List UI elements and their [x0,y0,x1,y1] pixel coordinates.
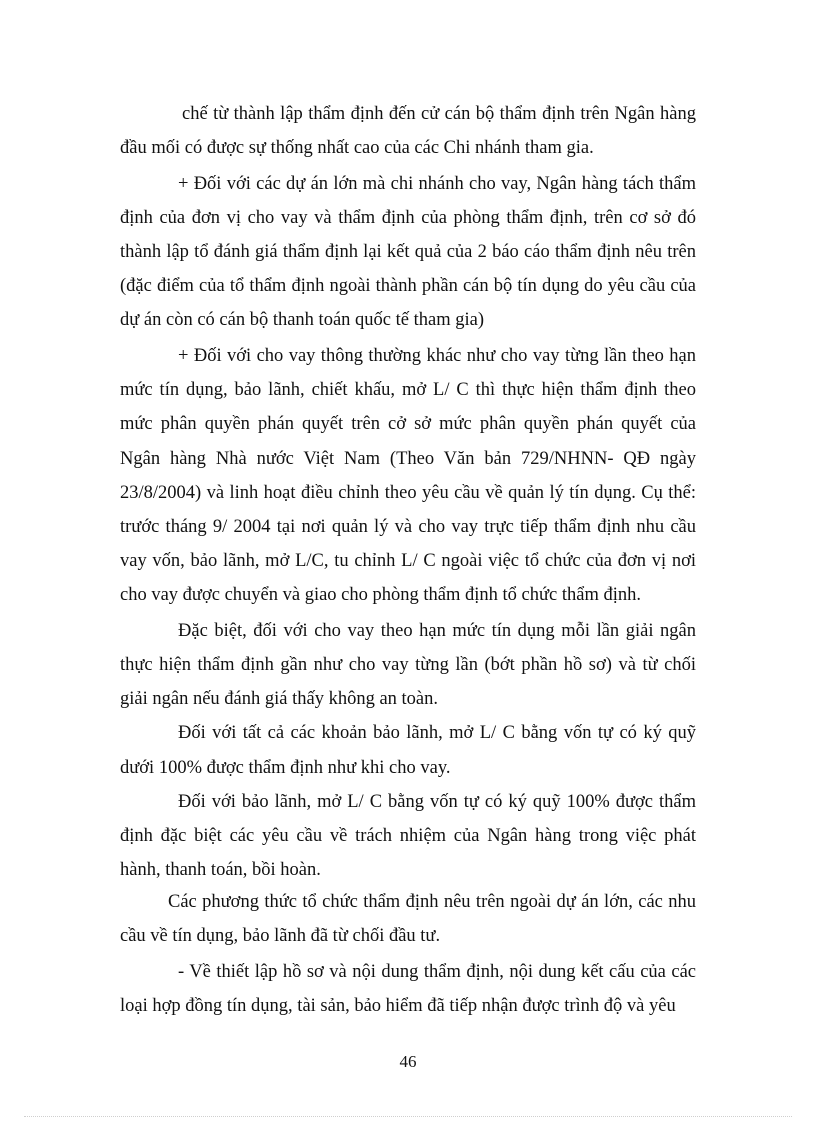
text-line-5: thành lập tổ đánh giá thẩm định lại kết quả của 2 báo cáo thẩm định nêu trên [120,242,696,262]
text-line-25: cầu về tín dụng, bảo lãnh đã từ chối đầu tư. [120,926,441,946]
text-line-12: 23/8/2004) và linh hoạt điều chỉnh theo yêu cầu về quản lý tín dụng. Cụ thể: [120,483,696,503]
text-line-6: (đặc điểm của tổ thẩm định ngoài thành phần cán bộ tín dụng do yêu cầu của [120,276,696,296]
text-line-23: hành, thanh toán, bồi hoàn. [120,860,321,880]
text-line-20: dưới 100% được thẩm định như khi cho vay. [120,758,451,778]
text-line-14: vay vốn, bảo lãnh, mở L/C, tu chỉnh L/ C ngoài việc tổ chức của đơn vị nơi [120,551,696,571]
text-line-7: dự án còn có cán bộ thanh toán quốc tế tham gia) [120,310,484,330]
text-line-16: Đặc biệt, đối với cho vay theo hạn mức tín dụng mỗi lần giải ngân [178,621,696,641]
text-line-1: chế từ thành lập thẩm định đến cử cán bộ thẩm định trên Ngân hàng [182,104,696,124]
text-line-9: mức tín dụng, bảo lãnh, chiết khấu, mở L/ C thì thực hiện thẩm định theo [120,380,696,400]
text-line-18: giải ngân nếu đánh giá thấy không an toàn. [120,689,439,709]
text-line-17: thực hiện thẩm định gần như cho vay từng lần (bớt phần hồ sơ) và từ chối [120,655,696,675]
text-line-21: Đối với bảo lãnh, mở L/ C bằng vốn tự có ký quỹ 100% được thẩm [178,792,696,812]
text-line-11: Ngân hàng Nhà nước Việt Nam (Theo Văn bản 729/NHNN- QĐ ngày [120,449,696,469]
text-line-13: trước tháng 9/ 2004 tại nơi quản lý và cho vay trực tiếp thẩm định nhu cầu [120,517,696,537]
text-line-22: định đặc biệt các yêu cầu về trách nhiệm của Ngân hàng trong việc phát [120,826,696,846]
text-line-24: Các phương thức tổ chức thẩm định nêu trên ngoài dự án lớn, các nhu [168,892,696,912]
bottom-divider [24,1116,792,1117]
text-line-27: loại hợp đồng tín dụng, tài sản, bảo hiểm đã tiếp nhận được trình độ và yêu [120,996,676,1016]
text-line-2: đầu mối có được sự thống nhất cao của các Chi nhánh tham gia. [120,138,594,158]
text-line-8: + Đối với cho vay thông thường khác như cho vay từng lần theo hạn [178,346,696,366]
text-line-15: cho vay được chuyển và giao cho phòng thẩm định tổ chức thẩm định. [120,585,641,605]
text-line-19: Đối với tất cả các khoản bảo lãnh, mở L/ C bằng vốn tự có ký quỹ [178,723,696,743]
text-line-10: mức phân quyền phán quyết trên cở sở mức phân quyền phán quyết của [120,414,696,434]
text-line-4: định của đơn vị cho vay và thẩm định của phòng thẩm định, trên cơ sở đó [120,208,696,228]
text-line-26: - Về thiết lập hồ sơ và nội dung thẩm định, nội dung kết cấu của các [178,962,696,982]
page-number: 46 [399,1052,417,1071]
text-line-3: + Đối với các dự án lớn mà chi nhánh cho vay, Ngân hàng tách thẩm [178,174,696,194]
